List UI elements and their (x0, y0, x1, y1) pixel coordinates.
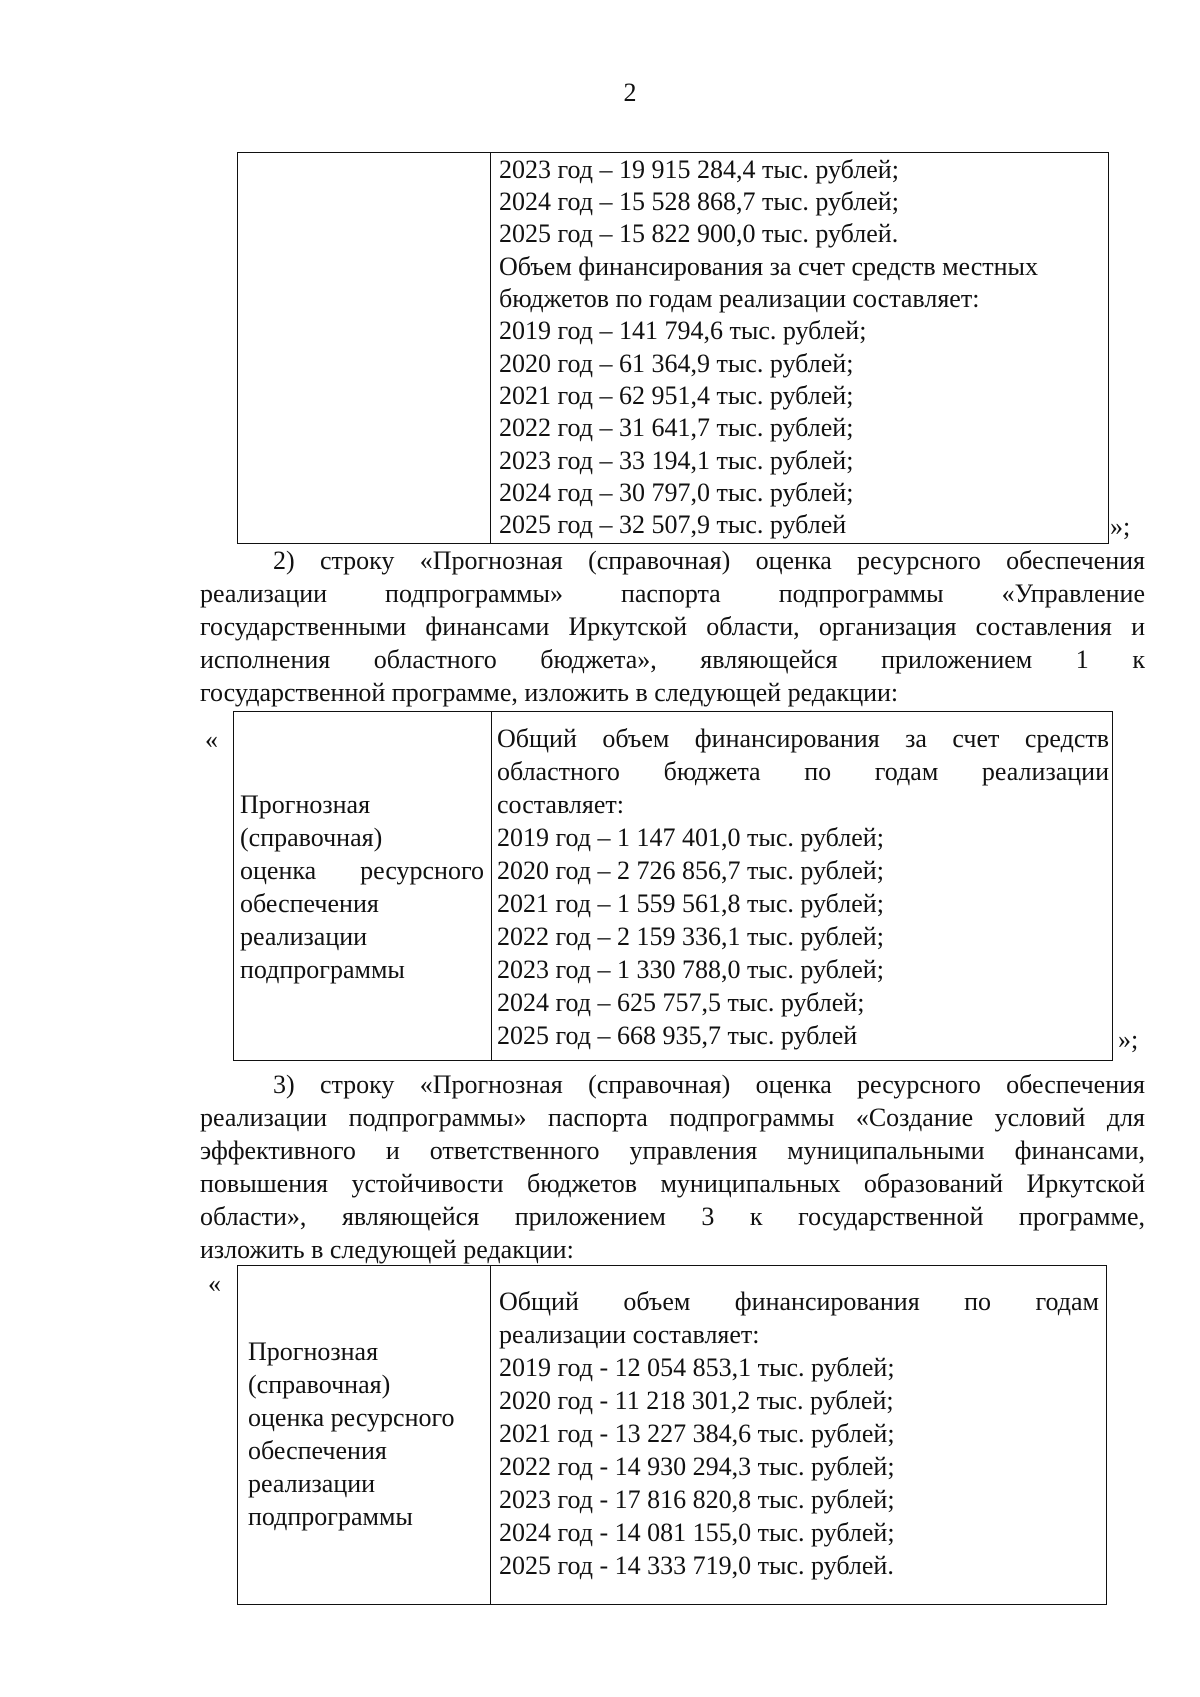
table-line: 2019 год – 141 794,6 тыс. рублей; (499, 316, 867, 345)
table-line: Объем финансирования за счет средств местных (499, 252, 1039, 281)
table-line: обеспечения (240, 889, 379, 918)
paragraph-line: повышения устойчивости бюджетов муниципальных образований Иркутской (200, 1169, 1145, 1198)
table-line: 2024 год - 14 081 155,0 тыс. рублей; (499, 1518, 895, 1547)
table-line: 2019 год - 12 054 853,1 тыс. рублей; (499, 1353, 895, 1382)
table-line: обеспечения (248, 1436, 387, 1465)
table-line: оценка ресурсного (248, 1403, 455, 1432)
paragraph-line: изложить в следующей редакции: (200, 1235, 574, 1264)
table-line: реализации составляет: (499, 1320, 760, 1349)
table-1-divider (490, 153, 491, 543)
table-line: 2021 год – 1 559 561,8 тыс. рублей; (497, 889, 884, 918)
table-line: 2023 год – 19 915 284,4 тыс. рублей; (499, 155, 899, 184)
paragraph-line: исполнения областного бюджета», являющейся приложением 1 к (200, 645, 1145, 674)
paragraph-line: области», являющейся приложением 3 к государственной программе, (200, 1202, 1145, 1231)
paragraph-line: государственной программе, изложить в следующей редакции: (200, 678, 899, 707)
table-line: Общий объем финансирования по годам (499, 1287, 1099, 1316)
table-1-close-quote: »; (1110, 512, 1131, 541)
table-line: 2024 год – 30 797,0 тыс. рублей; (499, 478, 854, 507)
table-line: 2025 год – 32 507,9 тыс. рублей (499, 510, 847, 539)
table-line: подпрограммы (240, 955, 405, 984)
table-line: областного бюджета по годам реализации (497, 757, 1109, 786)
paragraph-line: реализации подпрограммы» паспорта подпрограммы «Создание условий для (200, 1103, 1145, 1132)
paragraph-line: государственными финансами Иркутской области, организация составления и (200, 612, 1145, 641)
table-line: 2025 год – 15 822 900,0 тыс. рублей. (499, 219, 899, 248)
table-line: 2025 год - 14 333 719,0 тыс. рублей. (499, 1551, 894, 1580)
table-line: реализации (248, 1469, 376, 1498)
table-line: 2023 год – 1 330 788,0 тыс. рублей; (497, 955, 884, 984)
table-line: 2022 год - 14 930 294,3 тыс. рублей; (499, 1452, 895, 1481)
table-line: 2024 год – 625 757,5 тыс. рублей; (497, 988, 865, 1017)
table-line: 2024 год – 15 528 868,7 тыс. рублей; (499, 187, 899, 216)
table-line: 2023 год - 17 816 820,8 тыс. рублей; (499, 1485, 895, 1514)
table-line: составляет: (497, 790, 624, 819)
table-line: 2022 год – 2 159 336,1 тыс. рублей; (497, 922, 884, 951)
table-line: подпрограммы (248, 1502, 413, 1531)
paragraph-line: эффективного и ответственного управления муниципальными финансами, (200, 1136, 1145, 1165)
table-line: 2020 год – 61 364,9 тыс. рублей; (499, 349, 854, 378)
table-line: 2019 год – 1 147 401,0 тыс. рублей; (497, 823, 884, 852)
paragraph-line: 2) строку «Прогнозная (справочная) оценка ресурсного обеспечения (273, 546, 1145, 575)
page-number: 2 (623, 78, 637, 107)
table-2-open-quote: « (205, 725, 218, 754)
table-line: 2020 год – 2 726 856,7 тыс. рублей; (497, 856, 884, 885)
table-2-close-quote: »; (1118, 1025, 1139, 1054)
table-2-divider (491, 712, 492, 1060)
table-line: (справочная) (248, 1370, 391, 1399)
table-line: 2021 год - 13 227 384,6 тыс. рублей; (499, 1419, 895, 1448)
table-3-divider (490, 1266, 491, 1604)
table-line: 2020 год - 11 218 301,2 тыс. рублей; (499, 1386, 894, 1415)
table-line: (справочная) (240, 823, 383, 852)
paragraph-line: реализации подпрограммы» паспорта подпрограммы «Управление (200, 579, 1145, 608)
table-line: реализации (240, 922, 368, 951)
table-line: 2025 год – 668 935,7 тыс. рублей (497, 1021, 858, 1050)
table-line: бюджетов по годам реализации составляет: (499, 284, 980, 313)
table-3-open-quote: « (208, 1269, 221, 1298)
paragraph-line: 3) строку «Прогнозная (справочная) оценка ресурсного обеспечения (273, 1070, 1145, 1099)
table-line: Прогнозная (240, 790, 371, 819)
table-line: оценка ресурсного (240, 856, 484, 885)
table-line: 2023 год – 33 194,1 тыс. рублей; (499, 446, 854, 475)
table-line: 2022 год – 31 641,7 тыс. рублей; (499, 413, 854, 442)
table-line: 2021 год – 62 951,4 тыс. рублей; (499, 381, 854, 410)
table-line: Общий объем финансирования за счет средств (497, 724, 1109, 753)
table-line: Прогнозная (248, 1337, 379, 1366)
